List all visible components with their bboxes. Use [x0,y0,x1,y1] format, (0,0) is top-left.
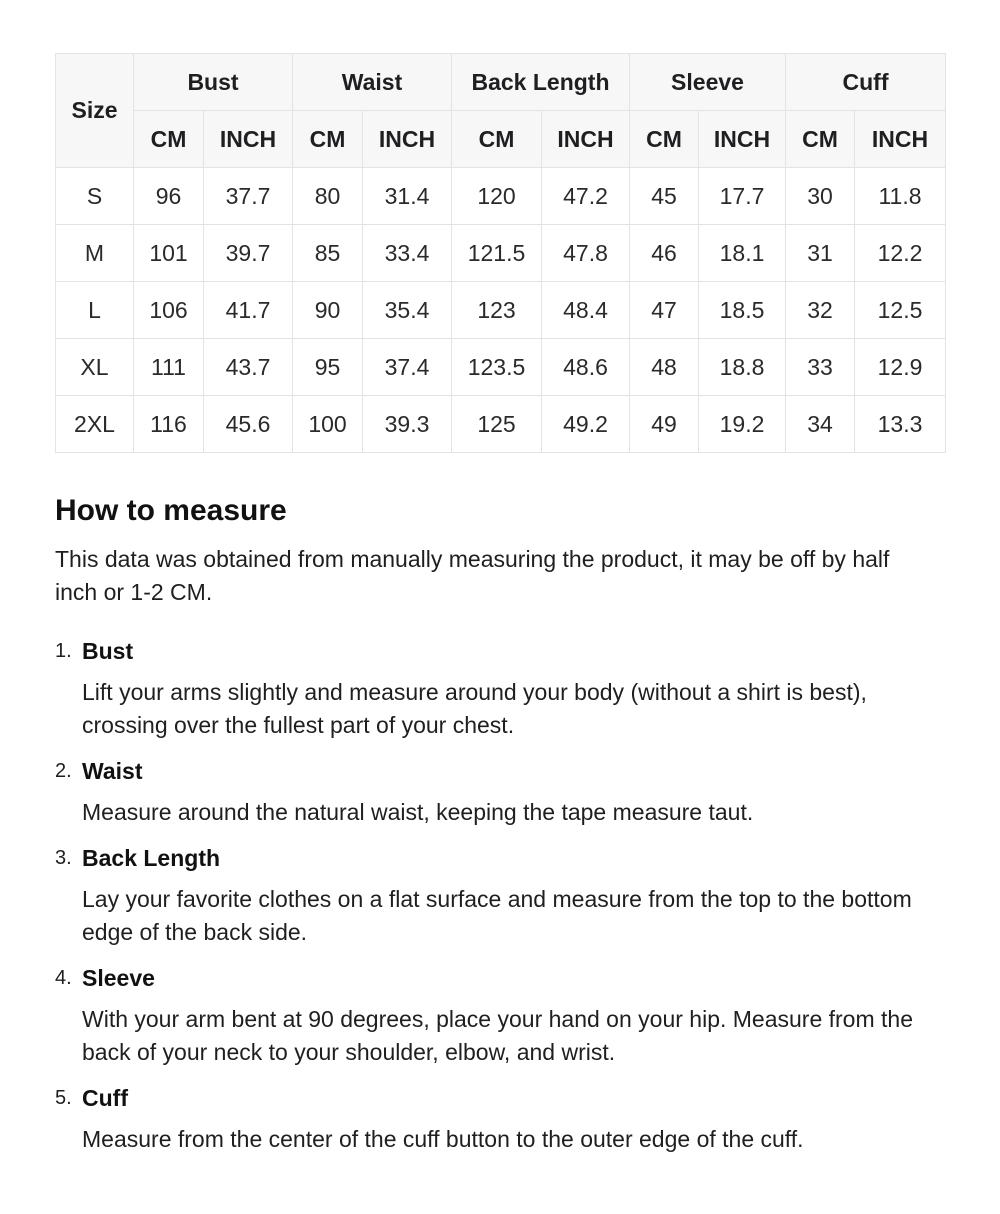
table-cell: 33 [786,339,855,396]
table-cell: 12.2 [855,225,946,282]
table-cell: 123 [452,282,542,339]
column-group-back-length: Back Length [452,54,630,111]
table-cell: 106 [134,282,204,339]
table-cell: 100 [293,396,363,453]
table-row-s [56,168,946,225]
table-cell: 12.5 [855,282,946,339]
step-body [82,755,945,829]
step-body [82,635,945,742]
table-cell: 33.4 [363,225,452,282]
measure-step-bust [55,635,945,742]
step-title: Waist [82,758,143,784]
table-unit-header-row [56,111,946,168]
size-cell: S [56,168,134,225]
table-cell: 121.5 [452,225,542,282]
table-cell: 47 [630,282,699,339]
table-cell: 31 [786,225,855,282]
table-cell: 46 [630,225,699,282]
measure-steps-list [55,635,945,1156]
table-cell: 18.8 [699,339,786,396]
step-description: Lift your arms slightly and measure around your body (without a shirt is best), crossing over the fullest part of your chest. [82,679,867,738]
step-number: 4. [55,967,72,989]
table-cell: 19.2 [699,396,786,453]
table-cell: 48.4 [542,282,630,339]
table-cell: 48 [630,339,699,396]
step-title: Back Length [82,845,221,871]
table-cell: 47.8 [542,225,630,282]
unit-header: CM [630,111,699,168]
table-cell: 34 [786,396,855,453]
table-cell: 80 [293,168,363,225]
table-row-xl [56,339,946,396]
size-cell: M [56,225,134,282]
step-title: Sleeve [82,965,155,991]
unit-header: CM [786,111,855,168]
unit-header: INCH [699,111,786,168]
measure-step-sleeve [55,962,945,1069]
column-group-sleeve: Sleeve [630,54,786,111]
unit-header: INCH [855,111,946,168]
table-cell: 13.3 [855,396,946,453]
table-cell: 95 [293,339,363,396]
unit-header: CM [452,111,542,168]
step-body [82,962,945,1069]
table-cell: 41.7 [204,282,293,339]
table-cell: 11.8 [855,168,946,225]
table-cell: 12.9 [855,339,946,396]
table-cell: 32 [786,282,855,339]
table-row-2xl [56,396,946,453]
step-description: Lay your favorite clothes on a flat surface and measure from the top to the bottom edge of the back side. [82,886,912,945]
table-cell: 30 [786,168,855,225]
table-cell: 45.6 [204,396,293,453]
table-cell: 17.7 [699,168,786,225]
table-cell: 37.7 [204,168,293,225]
column-group-waist: Waist [293,54,452,111]
table-cell: 35.4 [363,282,452,339]
table-cell: 37.4 [363,339,452,396]
table-cell: 43.7 [204,339,293,396]
measure-step-waist [55,755,945,829]
table-cell: 49.2 [542,396,630,453]
table-cell: 101 [134,225,204,282]
step-description: Measure around the natural waist, keeping the tape measure taut. [82,799,754,825]
unit-header: INCH [542,111,630,168]
size-table-body [56,168,946,453]
step-number: 5. [55,1087,72,1109]
table-group-header-row [56,54,946,111]
table-cell: 47.2 [542,168,630,225]
table-cell: 123.5 [452,339,542,396]
table-row-m [56,225,946,282]
measure-step-cuff [55,1082,945,1156]
step-title: Bust [82,638,134,664]
table-cell: 120 [452,168,542,225]
table-cell: 48.6 [542,339,630,396]
table-cell: 39.3 [363,396,452,453]
column-group-cuff: Cuff [786,54,946,111]
table-cell: 111 [134,339,204,396]
table-cell: 49 [630,396,699,453]
table-cell: 85 [293,225,363,282]
step-number: 2. [55,760,72,782]
table-cell: 125 [452,396,542,453]
table-cell: 45 [630,168,699,225]
table-cell: 96 [134,168,204,225]
unit-header: CM [134,111,204,168]
unit-header: INCH [363,111,452,168]
table-row-l [56,282,946,339]
step-description: With your arm bent at 90 degrees, place your hand on your hip. Measure from the back of your neck to your shoulder, elbow, and wrist. [82,1006,913,1065]
table-cell: 90 [293,282,363,339]
size-table [55,53,946,453]
size-cell: L [56,282,134,339]
table-cell: 116 [134,396,204,453]
size-cell: XL [56,339,134,396]
measure-step-back-length [55,842,945,949]
unit-header: INCH [204,111,293,168]
how-to-measure-heading: How to measure [55,494,287,527]
step-body [82,1082,945,1156]
size-cell: 2XL [56,396,134,453]
table-cell: 39.7 [204,225,293,282]
column-group-bust: Bust [134,54,293,111]
step-number: 3. [55,847,72,869]
step-body [82,842,945,949]
measure-intro-text: This data was obtained from manually measuring the product, it may be off by half inch or 1-2 CM. [55,546,890,605]
size-table-header [56,54,946,168]
size-column-header: Size [56,54,134,168]
table-cell: 18.5 [699,282,786,339]
table-cell: 31.4 [363,168,452,225]
step-title: Cuff [82,1085,128,1111]
step-description: Measure from the center of the cuff button to the outer edge of the cuff. [82,1126,804,1152]
step-number: 1. [55,640,72,662]
unit-header: CM [293,111,363,168]
table-cell: 18.1 [699,225,786,282]
